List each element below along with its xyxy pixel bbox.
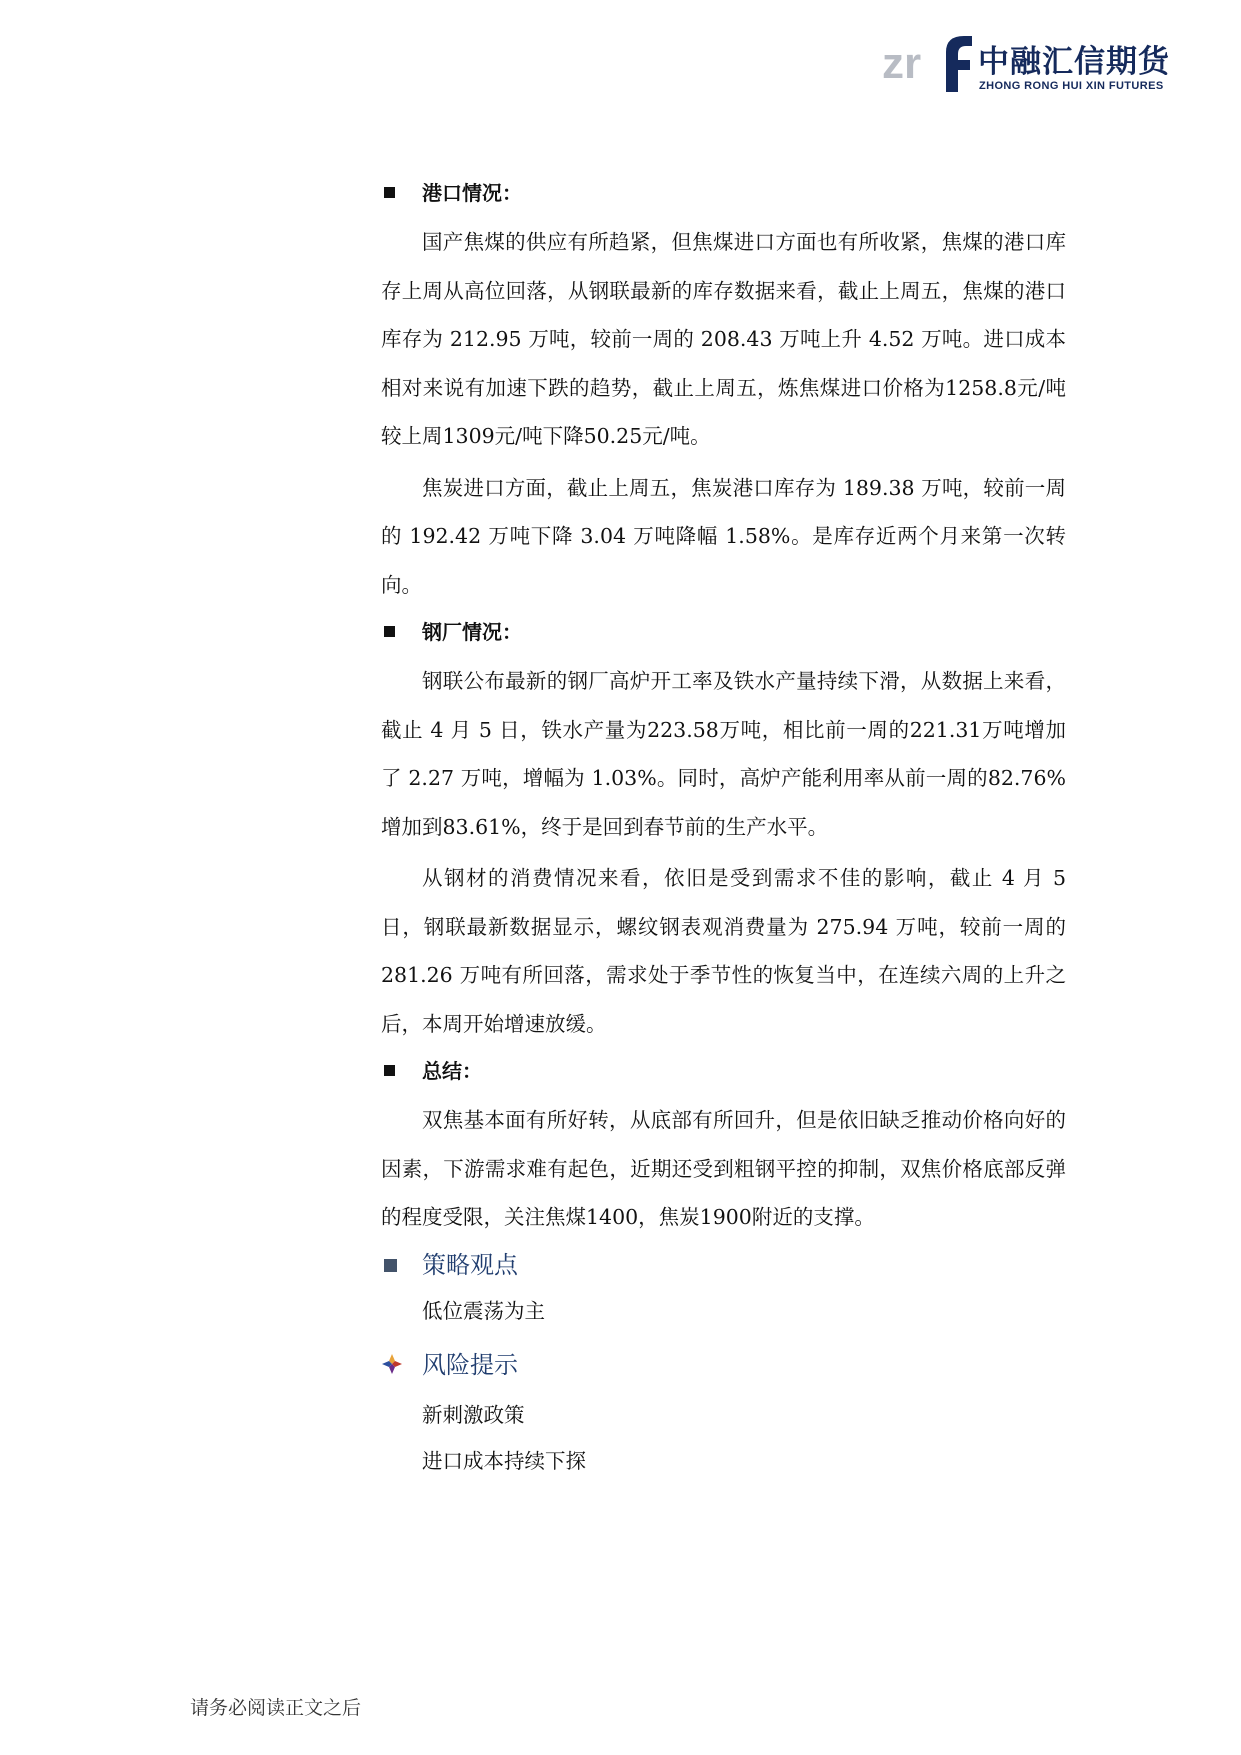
summary-paragraph: 双焦基本面有所好转，从底部有所回升，但是依旧缺乏推动价格向好的因素，下游需求难有起色，近期还受到粗钢平控的抑制，双焦价格底部反弹的程度受限，关注焦煤1400，焦炭1900附近的支撑。 [381, 1108, 1066, 1229]
risk-item: 进口成本持续下探 [422, 1448, 586, 1473]
mill-paragraph-2: 从钢材的消费情况来看，依旧是受到需求不佳的影响，截止 4 月 5 日，钢联最新数据显示，螺纹钢表观消费量为 275.94 万吨，较前一周的 281.26 万吨有所回落，需求处于季节性的恢复当中，在连续六周的上升之后，本周开始增速放缓。 [381, 866, 1066, 1036]
square-bullet-icon [384, 187, 395, 198]
section-title: 总结： [422, 1059, 482, 1083]
section-heading-summary [381, 1050, 1066, 1092]
strategy-text: 低位震荡为主 [422, 1298, 545, 1323]
footer-disclaimer: 请务必阅读正文之后 [190, 1697, 362, 1719]
square-bullet-icon [384, 1259, 397, 1272]
section-title: 策略观点 [422, 1250, 518, 1279]
section-heading-port [381, 172, 1066, 214]
risk-cross-icon [381, 1353, 403, 1375]
section-heading-mill [381, 611, 1066, 653]
section-heading-risk [381, 1342, 1066, 1388]
section-title: 港口情况： [422, 181, 522, 205]
zrf-logo-mark [880, 30, 975, 100]
svg-text:zr: zr [882, 39, 922, 88]
risk-item: 新刺激政策 [422, 1402, 525, 1427]
report-body [381, 172, 1066, 1484]
square-bullet-icon [384, 626, 395, 637]
section-title: 风险提示 [422, 1350, 518, 1379]
section-title: 钢厂情况： [422, 620, 522, 644]
square-bullet-icon [384, 1065, 395, 1076]
company-logo [880, 30, 1170, 100]
mill-paragraph-1: 钢联公布最新的钢厂高炉开工率及铁水产量持续下滑，从数据上来看，截止 4 月 5 日，铁水产量为223.58万吨，相比前一周的221.31万吨增加了 2.27 万吨，增幅为 1.03%。同时，高炉产能利用率从前一周的82.76%增加到83.61%，终于是回到春节前的生产水平。 [381, 669, 1066, 839]
section-heading-strategy [381, 1242, 1066, 1288]
logo-english-name: ZHONG RONG HUI XIN FUTURES [979, 80, 1164, 92]
logo-chinese-name: 中融汇信期货 [978, 44, 1170, 80]
port-paragraph-2: 焦炭进口方面，截止上周五，焦炭港口库存为 189.38 万吨，较前一周的 192.42 万吨下降 3.04 万吨降幅 1.58%。是库存近两个月来第一次转向。 [381, 475, 1066, 597]
port-paragraph-1: 国产焦煤的供应有所趋紧，但焦煤进口方面也有所收紧，焦煤的港口库存上周从高位回落，从钢联最新的库存数据来看，截止上周五，焦煤的港口库存为 212.95 万吨，较前一周的 208.43 万吨上升 4.52 万吨。进口成本相对来说有加速下跌的趋势，截止上周五，炼焦煤进口价格为1258.8元/吨较上周1309元/吨下降50.25元/吨。 [381, 230, 1066, 448]
